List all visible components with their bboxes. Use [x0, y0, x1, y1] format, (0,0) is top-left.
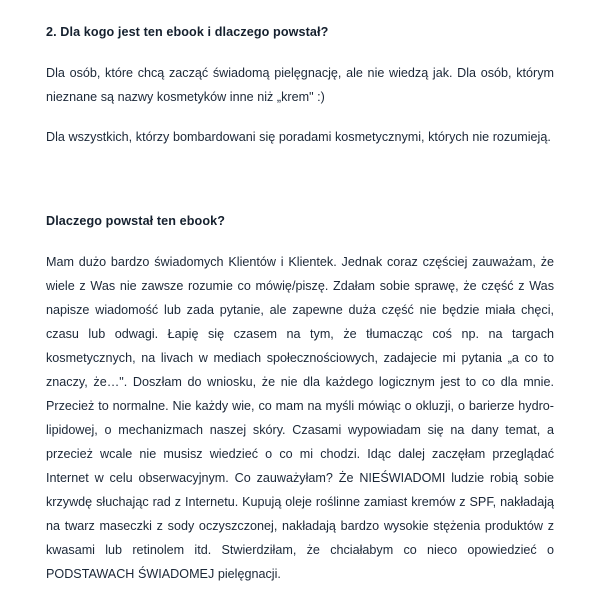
section-2-paragraph-1: Mam dużo bardzo świadomych Klientów i Klientek. Jednak coraz częściej zauważam, że wiele z Was nie zawsze rozumie co mówię/piszę. Zdałam sobie sprawę, że część z Was napisze wiadomość lub zada pytanie, ale zapewne duża część nie będzie miała chęci, czasu lub odwagi. Łapię się czasem na tym, że tłumacząc coś np. na targach kosmetycznych, na livach w mediach społecznościowych, zadajecie mi pytania „a co to znaczy, że…". Doszłam do wniosku, że nie dla każdego logicznym jest to co dla mnie. Przecież to normalne. Nie każdy wie, co mam na myśli mówiąc o okluzji, o barierze hydro-lipidowej, o mechanizmach naszej skóry. Czasami wypowiadam się na dany temat, a przecież wcale nie musisz wiedzieć o co mi chodzi. Idąc dalej zaczęłam przeglądać Internet w celu obserwacyjnym. Co zauważyłam? Że NIEŚWIADOMI ludzie robią sobie krzywdę słuchając rad z Internetu. Kupują oleje roślinne zamiast kremów z SPF, nakładają na twarz maseczki z sody oczyszczonej, nakładają bardzo wysokie stężenia produktów z kwasami lub retinolem itd. Stwierdziłam, że chciałabym co nieco opowiedzieć o PODSTAWACH ŚWIADOMEJ pielęgnacji.: [46, 255, 554, 581]
section-heading-1: 2. Dla kogo jest ten ebook i dlaczego powstał?: [46, 25, 329, 39]
section-1-paragraph-1: Dla osób, które chcą zacząć świadomą pielęgnację, ale nie wiedzą jak. Dla osób, którym nieznane są nazwy kosmetyków inne niż „krem" :): [46, 66, 554, 104]
spacer-before-heading-2: [46, 149, 554, 209]
document-body: [46, 20, 554, 586]
spacer-paragraph-1-2: [46, 109, 554, 125]
section-heading-2: Dlaczego powstał ten ebook?: [46, 214, 226, 228]
spacer-after-heading-2: [46, 233, 554, 250]
section-1-paragraph-2: Dla wszystkich, którzy bombardowani się poradami kosmetycznymi, których nie rozumieją.: [46, 130, 551, 144]
spacer-after-heading-1: [46, 44, 554, 61]
